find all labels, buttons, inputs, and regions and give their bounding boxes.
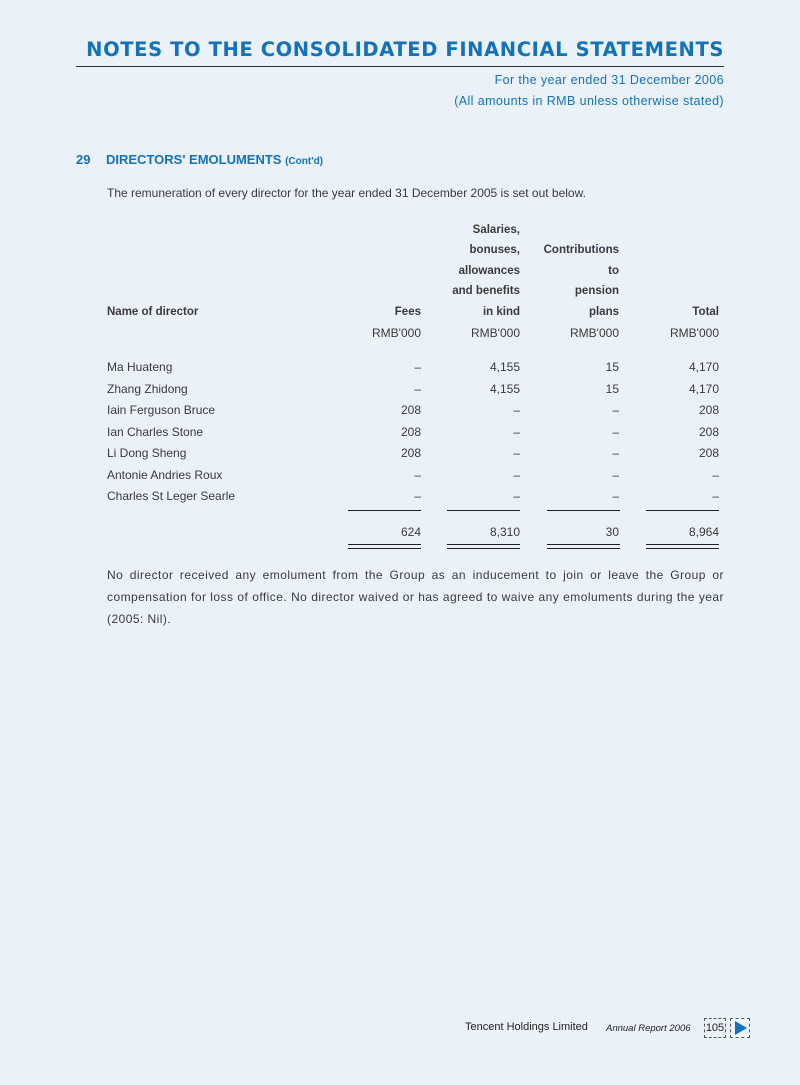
- cell-pension: –: [612, 467, 619, 482]
- cell-pension: 15: [605, 381, 619, 396]
- cell-salaries: 4,155: [489, 381, 520, 396]
- cell-total: 208: [698, 424, 719, 439]
- cell-salaries: –: [513, 403, 520, 417]
- total-double-rule-upper-pension: [547, 544, 620, 545]
- total-total: 8,964: [688, 525, 719, 539]
- total-salaries: 8,310: [489, 525, 520, 539]
- header-subtitle-currency: (All amounts in RMB unless otherwise stated): [454, 94, 724, 108]
- subtotal-rule-fees: [348, 510, 421, 511]
- column-header-salaries: Salaries, bonuses, allowances and benefits in kind: [452, 223, 520, 318]
- section-title: DIRECTORS' EMOLUMENTS: [106, 152, 282, 167]
- header-subtitle-period: For the year ended 31 December 2006: [494, 73, 724, 87]
- total-double-rule-lower-pension: [547, 548, 620, 549]
- director-name: Iain Ferguson Bruce: [107, 403, 216, 417]
- subtotal-rule-total: [646, 510, 719, 511]
- column-header-pension: Contributions to pension plans: [543, 244, 619, 318]
- footer-report-title: Annual Report 2006: [606, 1023, 691, 1034]
- cell-salaries: –: [513, 489, 520, 503]
- cell-fees: –: [414, 360, 421, 374]
- section-continued: (Cont'd): [285, 156, 324, 167]
- column-header-fees: Fees: [394, 305, 421, 318]
- column-unit-pension: RMB'000: [570, 326, 619, 340]
- total-double-rule-lower-salaries: [447, 548, 520, 549]
- director-name: Antonie Andries Roux: [107, 467, 223, 482]
- next-page-button[interactable]: [730, 1018, 750, 1038]
- total-double-rule-upper-salaries: [447, 544, 520, 545]
- cell-fees: –: [414, 381, 421, 396]
- cell-pension: 15: [605, 360, 619, 374]
- subtotal-rule-salaries: [447, 510, 520, 511]
- director-name: Ma Huateng: [107, 360, 173, 374]
- subtotal-rule-pension: [547, 510, 620, 511]
- column-header-name: Name of director: [107, 305, 199, 318]
- column-unit-salaries: RMB'000: [471, 326, 520, 340]
- cell-total: 208: [698, 403, 719, 417]
- cell-total: –: [712, 467, 719, 482]
- column-unit-total: RMB'000: [670, 326, 719, 340]
- cell-fees: 208: [400, 446, 421, 460]
- total-pension: 30: [605, 525, 619, 539]
- cell-total: 4,170: [688, 360, 719, 374]
- cell-salaries: –: [513, 424, 520, 439]
- director-name: Charles St Leger Searle: [107, 489, 236, 503]
- director-name: Ian Charles Stone: [107, 424, 204, 439]
- cell-pension: –: [612, 424, 619, 439]
- cell-fees: –: [414, 489, 421, 503]
- cell-total: 4,170: [688, 381, 719, 396]
- cell-fees: 208: [400, 403, 421, 417]
- cell-salaries: –: [513, 446, 520, 460]
- page-number: 105: [704, 1018, 726, 1038]
- cell-total: –: [712, 489, 719, 503]
- cell-pension: –: [612, 489, 619, 503]
- total-double-rule-lower-total: [646, 548, 719, 549]
- column-unit-fees: RMB'000: [372, 326, 421, 340]
- column-header-total: Total: [692, 305, 719, 318]
- total-double-rule-upper-total: [646, 544, 719, 545]
- cell-pension: –: [612, 403, 619, 417]
- cell-salaries: –: [513, 467, 520, 482]
- explanatory-paragraph: No director received any emolument from the Group as an inducement to join or leave the Group or compensation for loss of office. No director waived or has agreed to waive any emoluments during the year (2005: Nil).: [107, 568, 724, 626]
- director-name: Zhang Zhidong: [107, 381, 188, 396]
- cell-fees: –: [414, 467, 421, 482]
- total-double-rule-lower-fees: [348, 548, 421, 549]
- play-arrow-icon: [735, 1021, 747, 1035]
- cell-salaries: 4,155: [489, 360, 520, 374]
- cell-total: 208: [698, 446, 719, 460]
- cell-pension: –: [612, 446, 619, 460]
- total-double-rule-upper-fees: [348, 544, 421, 545]
- total-fees: 624: [400, 525, 421, 539]
- section-intro: The remuneration of every director for the year ended 31 December 2005 is set out below.: [107, 186, 586, 200]
- cell-fees: 208: [400, 424, 421, 439]
- footer-company: Tencent Holdings Limited: [465, 1021, 588, 1033]
- page-title: NOTES TO THE CONSOLIDATED FINANCIAL STATEMENTS: [86, 38, 724, 61]
- director-name: Li Dong Sheng: [107, 446, 187, 460]
- section-number: 29: [76, 152, 91, 167]
